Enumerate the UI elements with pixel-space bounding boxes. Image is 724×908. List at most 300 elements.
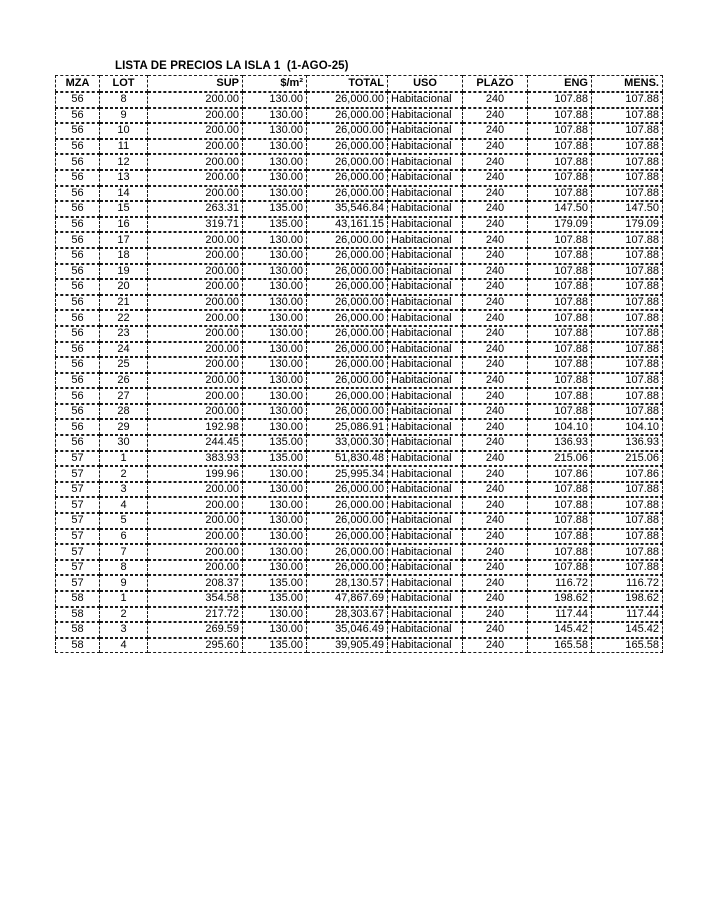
table-cell-price-m2: 130.00: [243, 560, 307, 576]
table-cell-uso: Habitacional: [388, 591, 463, 607]
table-cell-total: 26,000.00: [307, 108, 388, 124]
table-cell-total: 26,000.00: [307, 513, 388, 529]
table-cell-sup: 200.00: [148, 388, 243, 404]
table-cell-sup: 200.00: [148, 560, 243, 576]
table-cell-mza: 57: [55, 560, 100, 576]
table-cell-price-m2: 130.00: [243, 388, 307, 404]
table-cell-mza: 56: [55, 404, 100, 420]
table-cell-eng: 107.88: [528, 544, 592, 560]
table-row: [55, 295, 663, 311]
table-cell-price-m2: 130.00: [243, 529, 307, 545]
table-cell-eng: 147.50: [528, 201, 592, 217]
table-cell-mens: 215.06: [592, 451, 663, 467]
table-cell-total: 26,000.00: [307, 529, 388, 545]
table-cell-uso: Habitacional: [388, 232, 463, 248]
table-cell-eng: 145.42: [528, 622, 592, 638]
table-cell-lot: 8: [100, 92, 148, 108]
table-cell-eng: 107.88: [528, 513, 592, 529]
table-cell-lot: 3: [100, 482, 148, 498]
table-cell-mza: 58: [55, 638, 100, 654]
table-cell-mza: 58: [55, 607, 100, 623]
table-cell-plazo: 240: [463, 186, 528, 202]
table-cell-lot: 30: [100, 435, 148, 451]
table-cell-total: 26,000.00: [307, 326, 388, 342]
table-cell-mens: 107.88: [592, 544, 663, 560]
table-cell-total: 26,000.00: [307, 342, 388, 358]
table-cell-sup: 200.00: [148, 295, 243, 311]
table-cell-uso: Habitacional: [388, 123, 463, 139]
table-cell-mens: 107.88: [592, 482, 663, 498]
table-cell-plazo: 240: [463, 607, 528, 623]
table-cell-plazo: 240: [463, 435, 528, 451]
table-row: [55, 92, 663, 108]
table-cell-total: 26,000.00: [307, 357, 388, 373]
table-cell-lot: 8: [100, 560, 148, 576]
table-cell-price-m2: 135.00: [243, 201, 307, 217]
table-cell-plazo: 240: [463, 248, 528, 264]
table-cell-uso: Habitacional: [388, 404, 463, 420]
table-cell-price-m2: 130.00: [243, 248, 307, 264]
table-cell-mza: 56: [55, 248, 100, 264]
table-cell-sup: 200.00: [148, 170, 243, 186]
column-header-sup: SUP: [148, 75, 243, 92]
table-cell-mza: 56: [55, 279, 100, 295]
table-cell-sup: 200.00: [148, 404, 243, 420]
table-row: [55, 607, 663, 623]
table-cell-sup: 295.60: [148, 638, 243, 654]
table-cell-mza: 56: [55, 108, 100, 124]
table-cell-total: 26,000.00: [307, 388, 388, 404]
table-row: [55, 217, 663, 233]
column-header-plazo: PLAZO: [463, 75, 528, 92]
table-row: [55, 232, 663, 248]
table-cell-plazo: 240: [463, 575, 528, 591]
table-cell-mza: 57: [55, 544, 100, 560]
table-row: [55, 466, 663, 482]
table-cell-lot: 28: [100, 404, 148, 420]
table-cell-sup: 263.31: [148, 201, 243, 217]
table-cell-uso: Habitacional: [388, 544, 463, 560]
column-header-mza: MZA: [55, 75, 100, 92]
table-row: [55, 248, 663, 264]
table-cell-sup: 383.93: [148, 451, 243, 467]
table-cell-uso: Habitacional: [388, 310, 463, 326]
table-cell-lot: 18: [100, 248, 148, 264]
table-cell-sup: 200.00: [148, 529, 243, 545]
table-cell-lot: 3: [100, 622, 148, 638]
table-cell-mza: 56: [55, 388, 100, 404]
table-cell-uso: Habitacional: [388, 186, 463, 202]
table-body: [55, 92, 663, 653]
table-row: [55, 451, 663, 467]
table-cell-lot: 29: [100, 419, 148, 435]
table-cell-uso: Habitacional: [388, 248, 463, 264]
table-cell-mens: 107.88: [592, 279, 663, 295]
table-cell-uso: Habitacional: [388, 92, 463, 108]
table-cell-lot: 15: [100, 201, 148, 217]
table-row: [55, 544, 663, 560]
table-cell-price-m2: 130.00: [243, 232, 307, 248]
table-cell-plazo: 240: [463, 373, 528, 389]
table-cell-mens: 198.62: [592, 591, 663, 607]
table-cell-lot: 4: [100, 497, 148, 513]
table-row: [55, 310, 663, 326]
table-cell-plazo: 240: [463, 326, 528, 342]
table-cell-total: 28,303.67: [307, 607, 388, 623]
table-cell-total: 26,000.00: [307, 404, 388, 420]
table-cell-eng: 116.72: [528, 575, 592, 591]
table-cell-price-m2: 130.00: [243, 404, 307, 420]
table-cell-mens: 107.88: [592, 342, 663, 358]
table-cell-lot: 19: [100, 264, 148, 280]
table-cell-mens: 107.88: [592, 513, 663, 529]
table-cell-price-m2: 130.00: [243, 419, 307, 435]
table-cell-uso: Habitacional: [388, 139, 463, 155]
table-cell-uso: Habitacional: [388, 638, 463, 654]
table-row: [55, 419, 663, 435]
table-cell-plazo: 240: [463, 451, 528, 467]
table-cell-plazo: 240: [463, 404, 528, 420]
table-row: [55, 373, 663, 389]
table-cell-uso: Habitacional: [388, 357, 463, 373]
table-cell-price-m2: 130.00: [243, 482, 307, 498]
table-cell-mens: 107.88: [592, 388, 663, 404]
table-row: [55, 139, 663, 155]
table-cell-eng: 179.09: [528, 217, 592, 233]
table-cell-plazo: 240: [463, 342, 528, 358]
table-cell-plazo: 240: [463, 310, 528, 326]
table-cell-price-m2: 130.00: [243, 544, 307, 560]
table-cell-plazo: 240: [463, 482, 528, 498]
table-cell-uso: Habitacional: [388, 326, 463, 342]
table-cell-price-m2: 130.00: [243, 622, 307, 638]
table-cell-mza: 56: [55, 373, 100, 389]
table-cell-mens: 107.88: [592, 248, 663, 264]
table-cell-price-m2: 130.00: [243, 342, 307, 358]
table-cell-total: 26,000.00: [307, 248, 388, 264]
table-cell-eng: 107.88: [528, 310, 592, 326]
table-cell-lot: 1: [100, 591, 148, 607]
table-cell-mens: 116.72: [592, 575, 663, 591]
table-cell-mens: 107.88: [592, 295, 663, 311]
table-cell-mza: 57: [55, 513, 100, 529]
table-cell-mens: 107.88: [592, 497, 663, 513]
table-cell-plazo: 240: [463, 154, 528, 170]
table-cell-mza: 56: [55, 357, 100, 373]
table-cell-uso: Habitacional: [388, 622, 463, 638]
table-cell-plazo: 240: [463, 123, 528, 139]
table-row: [55, 326, 663, 342]
table-cell-sup: 200.00: [148, 357, 243, 373]
table-cell-plazo: 240: [463, 357, 528, 373]
table-cell-eng: 107.88: [528, 264, 592, 280]
table-cell-eng: 107.88: [528, 92, 592, 108]
table-cell-total: 35,546.84: [307, 201, 388, 217]
table-cell-price-m2: 130.00: [243, 154, 307, 170]
table-cell-uso: Habitacional: [388, 529, 463, 545]
document-page: [55, 60, 669, 653]
table-row: [55, 388, 663, 404]
table-cell-plazo: 240: [463, 638, 528, 654]
table-cell-mza: 56: [55, 264, 100, 280]
table-cell-total: 47,867.69: [307, 591, 388, 607]
table-cell-mens: 107.86: [592, 466, 663, 482]
price-list-table: [55, 75, 663, 653]
table-cell-plazo: 240: [463, 92, 528, 108]
table-cell-mza: 56: [55, 295, 100, 311]
table-cell-total: 26,000.00: [307, 279, 388, 295]
table-cell-price-m2: 130.00: [243, 295, 307, 311]
table-cell-plazo: 240: [463, 529, 528, 545]
table-cell-price-m2: 135.00: [243, 217, 307, 233]
table-cell-total: 51,830.48: [307, 451, 388, 467]
table-cell-total: 26,000.00: [307, 170, 388, 186]
table-cell-mza: 57: [55, 466, 100, 482]
table-cell-plazo: 240: [463, 232, 528, 248]
table-cell-sup: 200.00: [148, 342, 243, 358]
table-cell-mza: 56: [55, 139, 100, 155]
table-cell-eng: 107.88: [528, 154, 592, 170]
table-cell-lot: 16: [100, 217, 148, 233]
table-cell-eng: 107.88: [528, 139, 592, 155]
table-cell-sup: 200.00: [148, 186, 243, 202]
table-cell-mens: 107.88: [592, 529, 663, 545]
table-cell-eng: 107.88: [528, 497, 592, 513]
table-cell-uso: Habitacional: [388, 279, 463, 295]
table-cell-sup: 200.00: [148, 513, 243, 529]
table-cell-price-m2: 130.00: [243, 108, 307, 124]
table-cell-eng: 107.88: [528, 482, 592, 498]
table-cell-mens: 107.88: [592, 310, 663, 326]
table-cell-lot: 24: [100, 342, 148, 358]
table-cell-lot: 25: [100, 357, 148, 373]
column-header-eng: ENG: [528, 75, 592, 92]
table-cell-uso: Habitacional: [388, 451, 463, 467]
table-cell-mza: 57: [55, 529, 100, 545]
table-cell-eng: 107.88: [528, 108, 592, 124]
table-cell-plazo: 240: [463, 466, 528, 482]
table-cell-mza: 56: [55, 217, 100, 233]
table-cell-total: 33,000.30: [307, 435, 388, 451]
table-cell-total: 26,000.00: [307, 373, 388, 389]
table-cell-price-m2: 130.00: [243, 264, 307, 280]
table-cell-sup: 217.72: [148, 607, 243, 623]
table-cell-total: 26,000.00: [307, 232, 388, 248]
table-cell-plazo: 240: [463, 217, 528, 233]
table-cell-mens: 136.93: [592, 435, 663, 451]
table-cell-price-m2: 130.00: [243, 186, 307, 202]
table-cell-eng: 107.88: [528, 123, 592, 139]
table-row: [55, 622, 663, 638]
table-cell-mens: 117.44: [592, 607, 663, 623]
column-header-lot: LOT: [100, 75, 148, 92]
table-cell-eng: 107.88: [528, 186, 592, 202]
table-cell-eng: 107.88: [528, 279, 592, 295]
table-cell-plazo: 240: [463, 544, 528, 560]
table-cell-uso: Habitacional: [388, 419, 463, 435]
table-cell-mza: 56: [55, 435, 100, 451]
table-cell-mza: 57: [55, 497, 100, 513]
table-cell-sup: 200.00: [148, 248, 243, 264]
table-cell-price-m2: 130.00: [243, 310, 307, 326]
table-cell-plazo: 240: [463, 295, 528, 311]
table-cell-price-m2: 135.00: [243, 591, 307, 607]
table-cell-uso: Habitacional: [388, 342, 463, 358]
table-cell-mens: 107.88: [592, 170, 663, 186]
table-cell-price-m2: 130.00: [243, 92, 307, 108]
table-cell-eng: 198.62: [528, 591, 592, 607]
table-row: [55, 591, 663, 607]
table-row: [55, 201, 663, 217]
table-cell-mens: 107.88: [592, 186, 663, 202]
table-cell-mza: 56: [55, 419, 100, 435]
table-row: [55, 497, 663, 513]
table-cell-total: 26,000.00: [307, 264, 388, 280]
table-cell-eng: 104.10: [528, 419, 592, 435]
table-cell-sup: 319.71: [148, 217, 243, 233]
table-cell-uso: Habitacional: [388, 108, 463, 124]
table-cell-eng: 107.88: [528, 342, 592, 358]
table-cell-mza: 56: [55, 92, 100, 108]
table-cell-mza: 57: [55, 575, 100, 591]
table-cell-total: 43,161.15: [307, 217, 388, 233]
table-cell-plazo: 240: [463, 560, 528, 576]
table-cell-total: 25,995.34: [307, 466, 388, 482]
table-cell-eng: 107.88: [528, 295, 592, 311]
table-row: [55, 404, 663, 420]
table-cell-price-m2: 135.00: [243, 575, 307, 591]
table-cell-mens: 107.88: [592, 232, 663, 248]
table-row: [55, 342, 663, 358]
table-cell-mens: 107.88: [592, 92, 663, 108]
table-row: [55, 154, 663, 170]
table-cell-mens: 107.88: [592, 326, 663, 342]
table-cell-price-m2: 135.00: [243, 451, 307, 467]
table-cell-mza: 57: [55, 451, 100, 467]
table-cell-lot: 23: [100, 326, 148, 342]
table-cell-mza: 56: [55, 170, 100, 186]
table-cell-price-m2: 130.00: [243, 357, 307, 373]
table-cell-price-m2: 130.00: [243, 279, 307, 295]
table-cell-price-m2: 130.00: [243, 497, 307, 513]
table-cell-price-m2: 135.00: [243, 638, 307, 654]
table-cell-sup: 200.00: [148, 108, 243, 124]
table-cell-uso: Habitacional: [388, 373, 463, 389]
table-row: [55, 529, 663, 545]
table-cell-total: 25,086.91: [307, 419, 388, 435]
table-cell-uso: Habitacional: [388, 497, 463, 513]
table-cell-mza: 57: [55, 482, 100, 498]
table-cell-eng: 107.88: [528, 373, 592, 389]
table-cell-mens: 107.88: [592, 123, 663, 139]
table-cell-eng: 107.88: [528, 232, 592, 248]
table-cell-lot: 5: [100, 513, 148, 529]
table-cell-price-m2: 130.00: [243, 170, 307, 186]
table-cell-lot: 2: [100, 466, 148, 482]
table-cell-lot: 7: [100, 544, 148, 560]
table-cell-mza: 56: [55, 186, 100, 202]
table-cell-total: 26,000.00: [307, 92, 388, 108]
table-cell-mens: 145.42: [592, 622, 663, 638]
table-row: [55, 108, 663, 124]
table-cell-lot: 1: [100, 451, 148, 467]
table-cell-eng: 215.06: [528, 451, 592, 467]
table-cell-plazo: 240: [463, 419, 528, 435]
table-cell-mza: 58: [55, 622, 100, 638]
table-row: [55, 279, 663, 295]
table-cell-mens: 165.58: [592, 638, 663, 654]
table-cell-uso: Habitacional: [388, 201, 463, 217]
table-cell-lot: 9: [100, 575, 148, 591]
table-cell-total: 26,000.00: [307, 560, 388, 576]
table-cell-eng: 107.88: [528, 357, 592, 373]
table-cell-sup: 354.58: [148, 591, 243, 607]
table-cell-eng: 107.88: [528, 529, 592, 545]
table-cell-eng: 165.58: [528, 638, 592, 654]
table-cell-sup: 192.98: [148, 419, 243, 435]
table-row: [55, 513, 663, 529]
table-cell-sup: 200.00: [148, 139, 243, 155]
table-cell-sup: 200.00: [148, 497, 243, 513]
table-cell-price-m2: 130.00: [243, 139, 307, 155]
table-cell-eng: 107.88: [528, 326, 592, 342]
table-cell-plazo: 240: [463, 139, 528, 155]
table-cell-plazo: 240: [463, 513, 528, 529]
table-cell-price-m2: 130.00: [243, 326, 307, 342]
table-cell-plazo: 240: [463, 622, 528, 638]
table-cell-sup: 244.45: [148, 435, 243, 451]
table-cell-eng: 107.86: [528, 466, 592, 482]
table-cell-sup: 200.00: [148, 326, 243, 342]
table-row: [55, 123, 663, 139]
table-row: [55, 560, 663, 576]
table-cell-eng: 117.44: [528, 607, 592, 623]
table-cell-uso: Habitacional: [388, 170, 463, 186]
table-cell-mza: 58: [55, 591, 100, 607]
table-cell-eng: 107.88: [528, 560, 592, 576]
table-cell-lot: 12: [100, 154, 148, 170]
table-cell-mens: 107.88: [592, 108, 663, 124]
table-cell-total: 26,000.00: [307, 295, 388, 311]
table-cell-plazo: 240: [463, 264, 528, 280]
table-cell-uso: Habitacional: [388, 264, 463, 280]
table-cell-price-m2: 130.00: [243, 123, 307, 139]
table-cell-price-m2: 130.00: [243, 466, 307, 482]
table-cell-uso: Habitacional: [388, 295, 463, 311]
table-cell-lot: 20: [100, 279, 148, 295]
table-row: [55, 638, 663, 654]
column-header-uso: USO: [388, 75, 463, 92]
table-cell-sup: 200.00: [148, 482, 243, 498]
table-cell-eng: 107.88: [528, 248, 592, 264]
table-cell-sup: 200.00: [148, 373, 243, 389]
table-cell-price-m2: 135.00: [243, 435, 307, 451]
table-cell-lot: 11: [100, 139, 148, 155]
table-cell-mza: 56: [55, 154, 100, 170]
table-cell-uso: Habitacional: [388, 217, 463, 233]
table-row: [55, 264, 663, 280]
table-cell-sup: 200.00: [148, 92, 243, 108]
table-row: [55, 435, 663, 451]
table-cell-uso: Habitacional: [388, 513, 463, 529]
table-cell-mens: 107.88: [592, 154, 663, 170]
table-cell-total: 26,000.00: [307, 310, 388, 326]
table-cell-mza: 56: [55, 342, 100, 358]
page-title: LISTA DE PRECIOS LA ISLA 1 (1-AGO-25): [115, 60, 349, 72]
table-cell-eng: 107.88: [528, 388, 592, 404]
table-cell-plazo: 240: [463, 201, 528, 217]
table-cell-lot: 26: [100, 373, 148, 389]
